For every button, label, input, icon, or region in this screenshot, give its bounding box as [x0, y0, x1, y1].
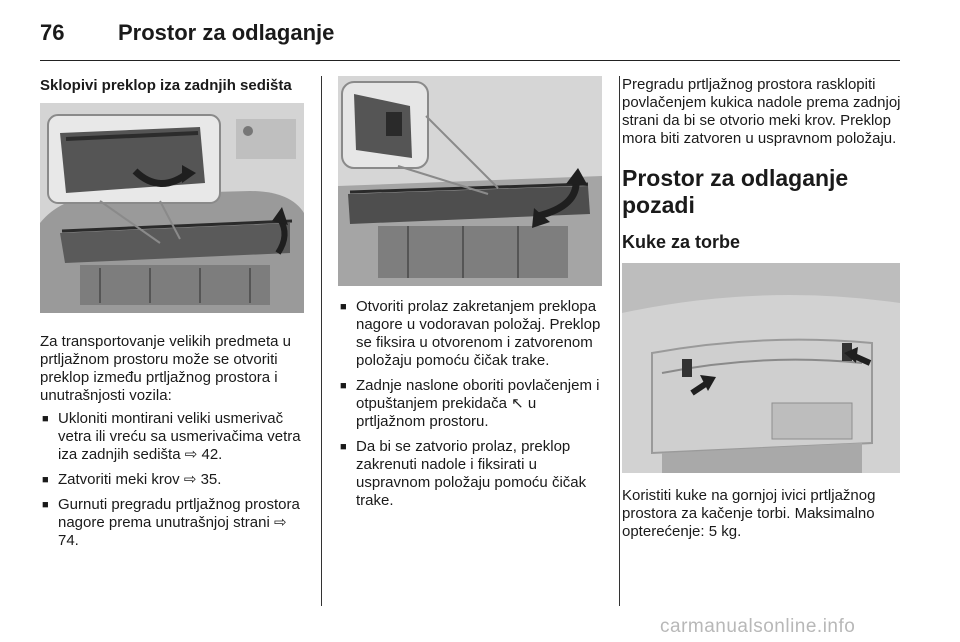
page-header [40, 18, 900, 58]
list-item: ■ Da bi se zatvorio prolaz, preklop zakrenuti nadole i fiksirati u uspravnom položaju pomoću čičak trake. [340, 438, 587, 509]
bag-hooks-figure [622, 263, 900, 473]
instruction-list [338, 298, 604, 510]
trunk-bag-hooks-illustration-icon [622, 263, 900, 473]
column-divider [321, 76, 322, 606]
subsection-heading: Kuke za torbe [622, 232, 741, 252]
bullet-icon: ■ [42, 474, 49, 486]
list-item: ■ Otvoriti prolaz zakretanjem preklopa nagore u vodoravan položaj. Preklop se fiksira u otvorenom i zatvorenom položaju pomoću čičak trake. [340, 298, 601, 369]
header-rule [40, 60, 900, 61]
section-heading: Prostor za odlaganje pozadi [622, 165, 849, 218]
trunk-partition-fold-illustration-icon [40, 103, 304, 313]
column-3 [622, 76, 902, 541]
page-number: 76 [40, 20, 65, 45]
trunk-flap-velcro-illustration-icon [338, 76, 602, 286]
list-item: ■ Zatvoriti meki krov ⇨ 35. [42, 471, 222, 488]
column-2 [338, 76, 604, 517]
bullet-icon: ■ [42, 413, 49, 425]
list-item: ■ Zadnje naslone oboriti povlačenjem i otpuštanjem prekidača ↖ u prtljažnom prostoru. [340, 377, 600, 430]
bullet-icon: ■ [42, 499, 49, 511]
bag-hooks-paragraph: Koristiti kuke na gornjoj ivici prtljažnog prostora za kačenje torbi. Maksimalno opterećenje: 5 kg. [622, 487, 876, 540]
bullet-icon: ■ [340, 301, 347, 313]
chapter-title: Prostor za odlaganje [118, 20, 335, 45]
partition-paragraph: Pregradu prtljažnog prostora rasklopiti povlačenjem kukica nadole prema zadnjoj strani da bi se otvorio meki krov. Preklop mora biti zatvoren u uspravnom položaju. [622, 76, 901, 147]
trunk-partition-figure [40, 103, 304, 313]
column-divider [619, 76, 620, 606]
subsection-heading: Sklopivi preklop iza zadnjih sedišta [40, 77, 292, 94]
list-item: ■ Ukloniti montirani veliki usmerivač vetra ili vreću sa usmerivačima vetra iza zadnjih sedišta ⇨ 42. [42, 410, 301, 463]
list-item: ■ Gurnuti pregradu prtljažnog prostora nagore prema unutrašnjoj strani ⇨ 74. [42, 496, 300, 549]
trunk-flap-figure [338, 76, 602, 286]
intro-paragraph: Za transportovanje velikih predmeta u prtljažnom prostoru može se otvoriti preklop između prtljažnog prostora i unutrašnjosti vozila: [40, 333, 291, 404]
watermark: carmanualsonline.info [660, 616, 856, 637]
column-1 [40, 76, 306, 557]
bullet-icon: ■ [340, 441, 347, 453]
instruction-list [40, 410, 306, 550]
bullet-icon: ■ [340, 380, 347, 392]
